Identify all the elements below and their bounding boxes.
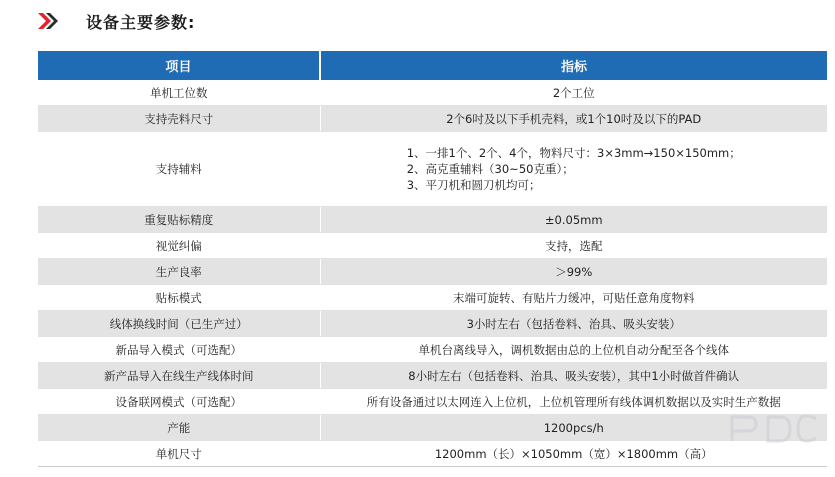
row-item: 新品导入模式（可选配）	[38, 337, 320, 363]
row-value: ＞99%	[320, 259, 827, 285]
row-item: 单机尺寸	[38, 441, 320, 467]
column-header-item: 项目	[38, 51, 320, 80]
row-item: 生产良率	[38, 259, 320, 285]
section-header	[38, 10, 195, 32]
row-value: ±0.05mm	[320, 207, 827, 233]
table-row	[38, 106, 827, 132]
row-value: 1200mm（长）×1050mm（宽）×1800mm（高）	[320, 441, 827, 467]
table-row	[38, 80, 827, 106]
column-header-value: 指标	[320, 51, 827, 80]
spec-table	[38, 51, 827, 467]
company-logo-watermark	[728, 413, 820, 443]
row-item: 产能	[38, 415, 320, 441]
table-row	[38, 337, 827, 363]
row-item: 支持辅料	[38, 132, 320, 207]
table-header-row	[38, 51, 827, 80]
row-item: 视觉纠偏	[38, 233, 320, 259]
double-chevron-right-icon	[38, 12, 60, 30]
row-value: 单机台离线导入，调机数据由总的上位机自动分配至各个线体	[320, 337, 827, 363]
row-value	[320, 132, 827, 207]
table-row	[38, 233, 827, 259]
row-item: 重复贴标精度	[38, 207, 320, 233]
multi-line-value	[407, 145, 741, 193]
row-item: 单机工位数	[38, 80, 320, 106]
row-item: 贴标模式	[38, 285, 320, 311]
row-value: 末端可旋转、有贴片力缓冲，可贴任意角度物料	[320, 285, 827, 311]
table-row	[38, 132, 827, 207]
row-value: 1200pcs/h	[320, 415, 827, 441]
table-row	[38, 389, 827, 415]
value-line: 2、高克重辅料（30~50克重）；	[406, 162, 574, 176]
table-row	[38, 207, 827, 233]
value-line: 3、平刀机和圆刀机均可；	[406, 178, 541, 192]
value-line: 1、一排1个、2个、4个，物料尺寸：3×3mm→150×150mm；	[406, 146, 741, 160]
table-row	[38, 311, 827, 337]
row-value: 2个工位	[320, 80, 827, 106]
table-row	[38, 441, 827, 467]
table-row	[38, 259, 827, 285]
row-value: 3小时左右（包括卷料、治具、吸头安装）	[320, 311, 827, 337]
table-row	[38, 415, 827, 441]
table-row	[38, 285, 827, 311]
row-item: 线体换线时间（已生产过）	[38, 311, 320, 337]
row-value: 支持，选配	[320, 233, 827, 259]
section-title: 设备主要参数:	[86, 12, 196, 32]
row-value: 8小时左右（包括卷料、治具、吸头安装），其中1小时做首件确认	[320, 363, 827, 389]
table-row	[38, 363, 827, 389]
row-item: 新产品导入在线生产线体时间	[38, 363, 320, 389]
row-value: 2个6吋及以下手机壳料，或1个10吋及以下的PAD	[320, 106, 827, 132]
row-item: 支持壳料尺寸	[38, 106, 320, 132]
row-value: 所有设备通过以太网连入上位机，上位机管理所有线体调机数据以及实时生产数据	[320, 389, 827, 415]
row-item: 设备联网模式（可选配）	[38, 389, 320, 415]
